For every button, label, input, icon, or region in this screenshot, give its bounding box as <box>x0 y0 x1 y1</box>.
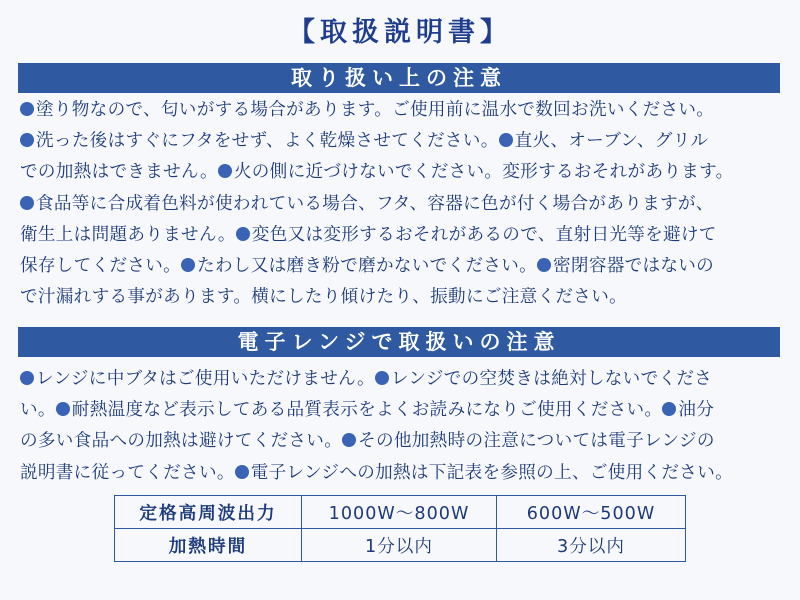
bullet-icon <box>235 465 249 479</box>
bullet-icon <box>20 133 34 147</box>
bullet-text: 油分 <box>678 400 715 421</box>
text-line <box>20 458 790 489</box>
rated-output-label: 定格高周波出力 <box>115 496 302 529</box>
bullet-icon <box>181 258 195 272</box>
text-line <box>20 95 790 126</box>
bullet-icon <box>375 371 389 385</box>
bullet-text: 変色又は変形するおそれがあるので、直射日光等を避けて <box>251 224 717 245</box>
text-line <box>20 126 790 157</box>
heating-time-low: 3分以内 <box>497 529 686 562</box>
bullet-icon <box>20 102 34 116</box>
bullet-icon <box>499 133 513 147</box>
text-line <box>20 282 790 313</box>
bullet-text: 直火、オーブン、グリル <box>514 131 709 152</box>
bullet-icon <box>236 227 250 241</box>
bullet-text: 塗り物なので、匂いがする場合があります。ご使用前に温水で数回お洗いください。 <box>36 100 715 120</box>
handling-precautions-text <box>20 95 790 313</box>
bullet-text: 火の側に近づけないでください。変形するおそれがあります。 <box>233 162 734 183</box>
table-row <box>115 496 686 529</box>
bullet-text: 耐熱温度など表示してある品質表示をよくお読みになりご使用ください。 <box>71 400 663 421</box>
text-line <box>20 251 790 282</box>
bullet-text: たわし又は磨き粉で磨かないでください。 <box>197 255 538 276</box>
text-line <box>20 220 790 251</box>
bullet-text: 密閉容器ではないの <box>553 255 715 276</box>
text-line <box>20 395 790 426</box>
bullet-text: 衛生上は問題ありません。 <box>20 224 236 245</box>
bullet-icon <box>56 402 70 416</box>
microwave-power-table <box>114 495 686 562</box>
text-line <box>20 157 790 188</box>
heating-time-label: 加熱時間 <box>115 529 302 562</box>
bullet-icon <box>20 196 34 210</box>
bullet-text: で汁漏れする事があります。横にしたり傾けたり、振動にご注意ください。 <box>20 287 627 308</box>
bullet-text: レンジでの空焚きは絶対しないでくださ <box>390 369 713 389</box>
bullet-icon <box>537 258 551 272</box>
section-heading-handling: 取り扱い上の注意 <box>18 63 780 93</box>
bullet-text: 説明書に従ってください。 <box>20 462 235 483</box>
bullet-text: 電子レンジへの加熱は下記表を参照の上、ご使用ください。 <box>250 462 733 483</box>
text-line <box>20 189 790 220</box>
bullet-text: レンジに中ブタはご使用いただけません。 <box>36 369 375 389</box>
heating-time-high: 1分以内 <box>302 529 497 562</box>
bullet-text: 洗った後はすぐにフタをせず、よく乾燥させてください。 <box>36 131 499 152</box>
bullet-text: での加熱はできません。 <box>20 162 218 183</box>
bullet-text: その他加熱時の注意については電子レンジの <box>358 431 715 452</box>
section-heading-microwave: 電子レンジで取扱いの注意 <box>18 327 780 357</box>
bullet-icon <box>662 402 676 416</box>
bullet-text: 食品等に合成着色料が使われている場合、フタ、容器に色が付く場合がありますが、 <box>36 193 714 214</box>
bullet-text: い。 <box>20 400 56 421</box>
bullet-icon <box>218 164 232 178</box>
microwave-precautions-text <box>20 364 790 489</box>
bullet-text: の多い食品への加熱は避けてください。 <box>20 431 343 452</box>
bullet-text: 保存してください。 <box>20 255 182 276</box>
text-line <box>20 364 790 395</box>
table-row <box>115 529 686 562</box>
power-range-low: 600W～500W <box>497 496 686 529</box>
page-title: 【取扱説明書】 <box>288 17 512 48</box>
bullet-icon <box>342 433 356 447</box>
bullet-icon <box>20 371 34 385</box>
text-line <box>20 426 790 457</box>
power-range-high: 1000W～800W <box>302 496 497 529</box>
